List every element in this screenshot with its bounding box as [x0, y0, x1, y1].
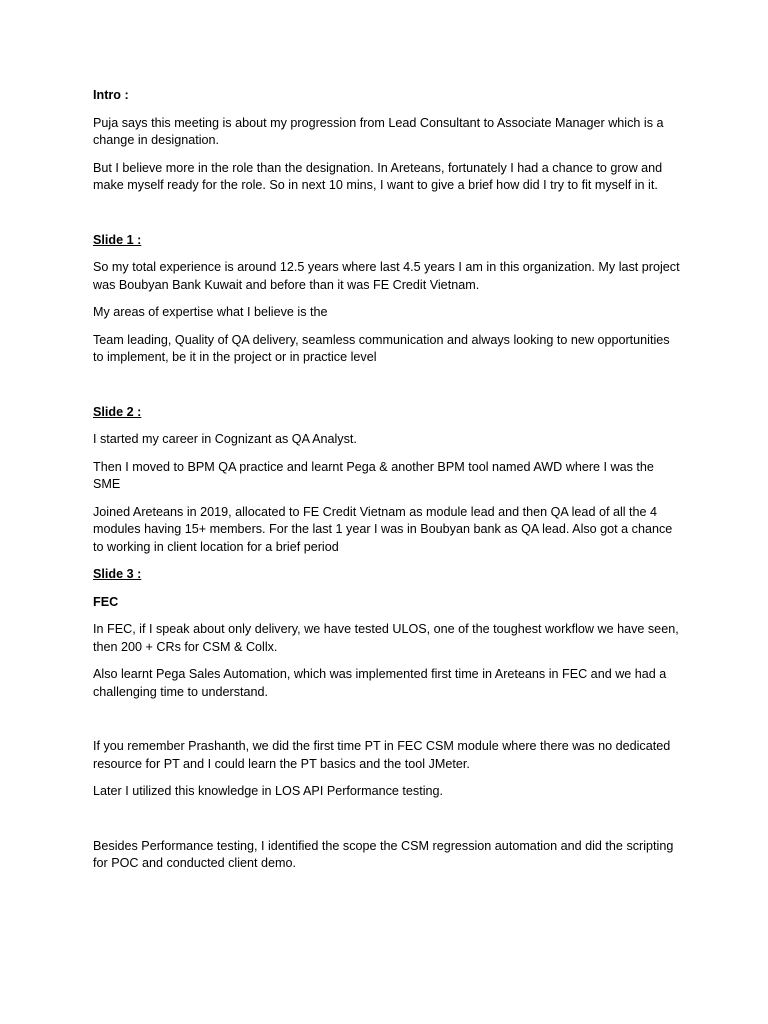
slide3-heading: Slide 3 : — [93, 567, 142, 581]
slide1-paragraph-1: So my total experience is around 12.5 years where last 4.5 years I am in this organization. My last project was Boubyan Bank Kuwait and before than it was FE Credit Vietnam. — [93, 260, 680, 292]
slide2-heading: Slide 2 : — [93, 404, 142, 419]
spacer — [93, 711, 683, 738]
slide1-paragraph-2: My areas of expertise what I believe is the — [93, 305, 328, 319]
slide3-paragraph-4: Later I utilized this knowledge in LOS API Performance testing. — [93, 784, 444, 798]
intro-heading: Intro : — [93, 88, 129, 102]
slide3-subheading: FEC — [93, 594, 119, 609]
slide3-paragraph-1: In FEC, if I speak about only delivery, we have tested ULOS, one of the toughest workflow we have seen, then 200 + CRs for CSM & Collx. — [93, 622, 679, 654]
intro-paragraph-2: But I believe more in the role than the designation. In Areteans, fortunately I had a chance to grow and make myself ready for the role. So in next 10 mins, I want to give a brief how did I try to fit myself in it. — [93, 160, 663, 192]
slide1-heading: Slide 1 : — [93, 232, 142, 247]
slide3-paragraph-3: If you remember Prashanth, we did the first time PT in FEC CSM module where there was no dedicated resource for PT and I could learn the PT basics and the tool JMeter. — [93, 739, 671, 771]
document-page — [93, 87, 683, 883]
slide3-paragraph-2: Also learnt Pega Sales Automation, which was implemented first time in Areteans in FEC and we had a challenging time to understand. — [93, 667, 667, 699]
slide2-paragraph-1: I started my career in Cognizant as QA Analyst. — [93, 432, 357, 446]
slide2-paragraph-3: Joined Areteans in 2019, allocated to FE Credit Vietnam as module lead and then QA lead of all the 4 modules having 15+ members. For the last 1 year I was in Boubyan bank as QA lead. Also got a chance to working in client location for a brief period — [93, 504, 673, 554]
spacer — [93, 811, 683, 838]
slide2-paragraph-2: Then I moved to BPM QA practice and learnt Pega & another BPM tool named AWD where I was the SME — [93, 459, 654, 491]
slide1-paragraph-3: Team leading, Quality of QA delivery, seamless communication and always looking to new opportunities to implement, be it in the project or in practice level — [93, 332, 670, 364]
intro-paragraph-1: Puja says this meeting is about my progression from Lead Consultant to Associate Manager which is a change in designation. — [93, 115, 664, 147]
spacer — [93, 377, 683, 404]
slide3-paragraph-5: Besides Performance testing, I identified the scope the CSM regression automation and did the scripting for POC and conducted client demo. — [93, 838, 674, 870]
spacer — [93, 205, 683, 232]
